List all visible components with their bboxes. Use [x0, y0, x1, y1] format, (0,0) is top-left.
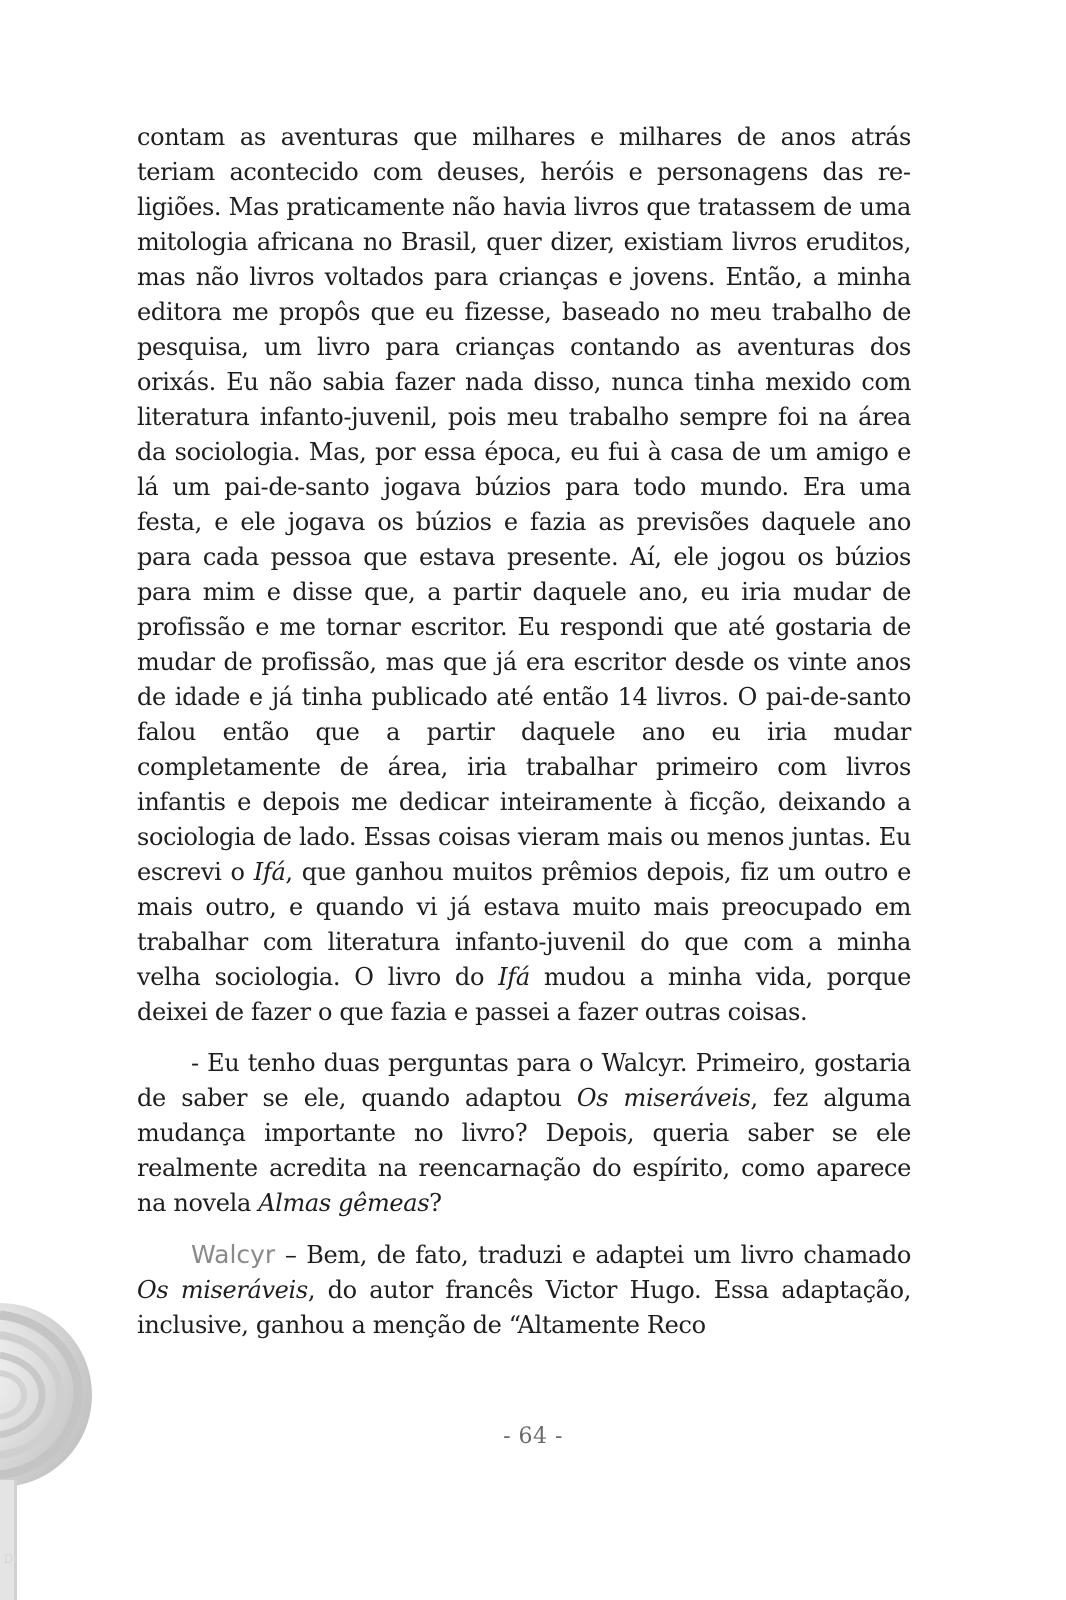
speaker-name: Walcyr: [191, 1240, 276, 1269]
text-run: – Bem, de fato, traduzi e adaptei um livro chamado: [275, 1241, 911, 1269]
text-run: mudou a minha vida, porque deixei de fazer o que fazia e passei a fazer outras coisas.: [137, 963, 911, 1026]
italic-title: Ifá: [498, 963, 530, 991]
text-run: , que ganhou muitos prêmios depois, fiz um outro e mais outro, e quando vi já estava muito mais preocupado em trabalhar com literatura infanto-juvenil do que com a minha velha sociologia. O livro do: [137, 858, 911, 991]
paragraph-3: [137, 1237, 911, 1343]
text-run: contam as aventuras que milhares e milhares de anos atrás teriam acontecido com deuses, heróis e personagens das religiões. Mas praticamente não havia livros que tratassem de uma mitologia africana no Brasil, quer dizer, existiam livros eruditos, mas não livros voltados para crianças e jovens. Então, a minha editora me propôs que eu fizesse, baseado no meu trabalho de pesquisa, um livro para crianças contando as aventuras dos orixás. Eu não sabia fazer nada disso, nunca tinha mexido com literatura infanto-juvenil, pois meu trabalho sempre foi na área da sociologia. Mas, por essa época, eu fui à casa de um amigo e lá um pai-de-santo jogava búzios para todo mundo. Era uma festa, e ele jogava os búzios e fazia as previsões daquele ano para cada pessoa que estava presente. Aí, ele jogou os búzios para mim e disse que, a partir daquele ano, eu iria mudar de profissão e me tornar escritor. Eu respondi que até gostaria de mudar de profissão, mas que já era escritor desde os vinte anos de idade e já tinha publicado até então 14 livros. O pai-de-santo falou então que a partir daquele ano eu iria mudar completamente de área, iria trabalhar primeiro com livros infantis e depois me dedicar inteiramente à ficção, deixando a sociologia de lado. Essas coisas vieram mais ou menos juntas. Eu escrevi o: [137, 123, 911, 886]
paragraph-1: [137, 120, 911, 1030]
italic-title: Os miseráveis: [576, 1084, 751, 1112]
italic-title: Ifá: [253, 858, 286, 886]
page-number: - 64 -: [503, 1424, 563, 1449]
watermark-mark: DI: [4, 1552, 17, 1566]
text-run: - Eu tenho duas perguntas para o Walcyr. Primeiro, gostaria de saber se ele, quando adaptou: [137, 1049, 911, 1112]
text-run: , do autor francês Victor Hugo. Essa adaptação, inclusive, ganhou a menção de “Altamente Reco: [137, 1276, 911, 1339]
italic-title: Os miseráveis: [137, 1276, 308, 1304]
text-run: ?: [429, 1189, 442, 1217]
body-text: [137, 120, 911, 1343]
italic-title: Almas gêmeas: [258, 1189, 430, 1217]
paragraph-2: [137, 1046, 911, 1221]
text-run: , fez alguma mudança importante no livro? Depois, queria saber se ele realmente acredita na reencarnação do espírito, como aparece na novela: [137, 1084, 912, 1217]
